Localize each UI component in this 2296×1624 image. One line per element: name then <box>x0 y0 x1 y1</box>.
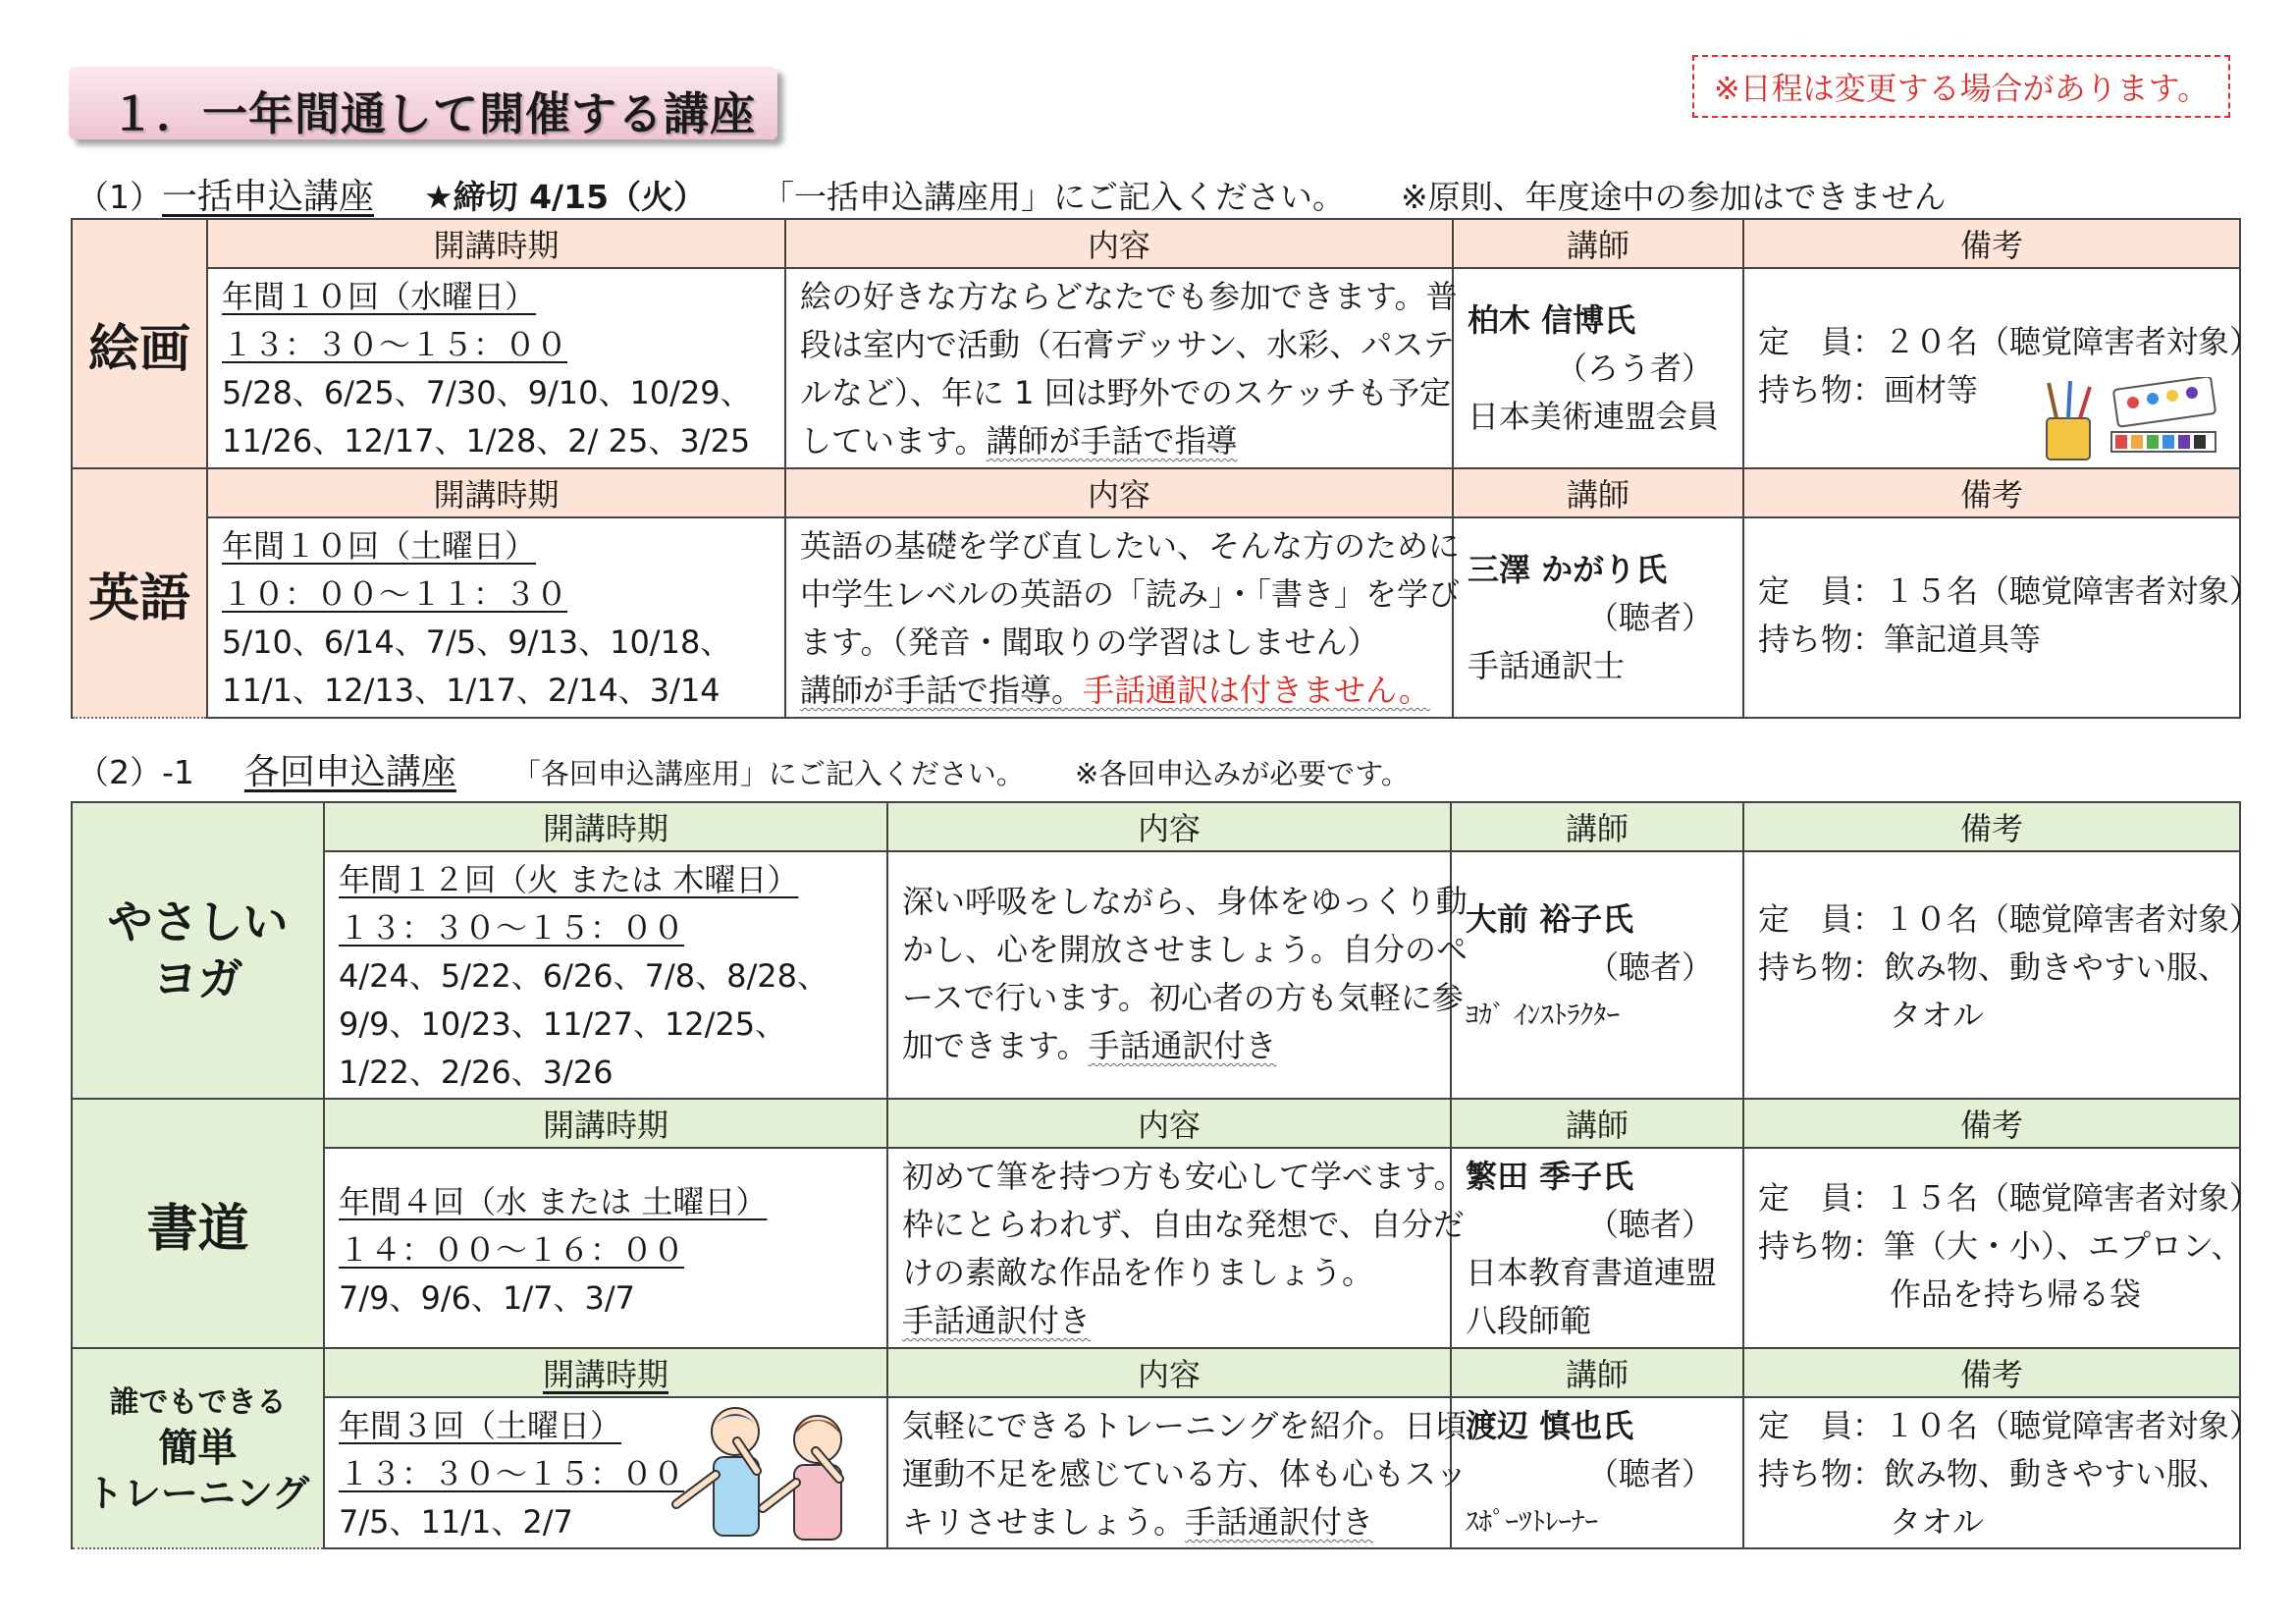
course-dates: 11/26、12/17、1/28、2/ 25、3/25 <box>222 422 751 460</box>
content-line: 気軽にできるトレーニングを紹介。日頃 <box>902 1407 1468 1444</box>
course-notes <box>1743 268 2262 468</box>
course-name-calligraphy: 書道 <box>72 1099 324 1348</box>
course-items: タオル <box>1890 997 1985 1034</box>
header-lecturer: 講師 <box>1451 1099 1743 1148</box>
schedule-change-notice: ※日程は変更する場合があります。 <box>1692 55 2230 118</box>
course-lecturer <box>1451 1397 1743 1548</box>
signing-note: 手話通訳付き <box>1088 1027 1277 1064</box>
course-schedule: 年間１０回（土曜日） <box>222 527 537 565</box>
section2-title: 各回申込講座 <box>243 752 456 792</box>
header-notes: 備考 <box>1743 1348 2240 1397</box>
lecturer-title: ﾖｶﾞ ｲﾝｽﾄﾗｸﾀｰ <box>1466 1001 1621 1031</box>
course-dates: 1/22、2/26、3/26 <box>339 1054 614 1091</box>
header-period: 開講時期 <box>207 468 785 517</box>
lecturer-type: （聴者） <box>1586 1455 1713 1492</box>
course-period <box>207 517 785 718</box>
section1-title: 一括申込講座 <box>162 177 375 217</box>
course-schedule: 年間４回（水 または 土曜日） <box>339 1183 768 1220</box>
course-time: １３：３０～１５：００ <box>339 1455 685 1492</box>
content-line: しています。 <box>800 422 987 460</box>
table-row <box>72 1148 2240 1348</box>
section1-rule-note: ※原則、年度途中の参加はできません <box>1401 178 1947 216</box>
table-header-row <box>72 1348 2240 1397</box>
course-items: タオル <box>1890 1503 1985 1541</box>
course-name-line: 簡単 <box>158 1426 238 1471</box>
signing-note: 講師が手話で指導 <box>986 422 1238 460</box>
table-header-row <box>72 468 2240 517</box>
course-lecturer <box>1451 1148 1743 1348</box>
content-line: ルなど）、年に 1 回は野外でのスケッチも予定 <box>800 374 1452 411</box>
course-lecturer <box>1451 851 1743 1099</box>
signing-note: 手話通訳付き <box>1185 1503 1374 1541</box>
page-title: １．一年間通して開催する講座 <box>110 87 756 140</box>
course-items: 持ち物：飲み物、動きやすい服、 <box>1758 1455 2230 1492</box>
table-row <box>72 268 2240 468</box>
header-lecturer: 講師 <box>1453 468 1743 517</box>
course-name-line: やさしい <box>107 895 289 948</box>
content-line: ます。（発音・聞取りの学習はしません） <box>800 623 1379 661</box>
no-interpreter-warning: 手話通訳は付きません。 <box>1083 672 1430 709</box>
lecturer-title: 日本美術連盟会員 <box>1468 398 1720 435</box>
header-lecturer: 講師 <box>1451 802 1743 851</box>
lecturer-name: 大前 裕子氏 <box>1466 900 1634 938</box>
course-items: 持ち物：飲み物、動きやすい服、 <box>1758 948 2230 986</box>
content-line: 枠にとらわれず、自由な発想で、自分だ <box>902 1206 1465 1243</box>
course-time: １０：００～１１：３０ <box>222 575 568 613</box>
header-notes: 備考 <box>1743 219 2240 268</box>
course-capacity: 定 員：１５名（聴覚障害者対象） <box>1758 572 2262 610</box>
course-capacity: 定 員：１５名（聴覚障害者対象） <box>1758 1179 2262 1217</box>
course-name-line: ヨガ <box>152 952 243 1005</box>
table-header-row <box>72 219 2240 268</box>
course-capacity: 定 員：２０名（聴覚障害者対象） <box>1758 323 2262 360</box>
content-line: 段は室内で活動（石膏デッサン、水彩、パステ <box>800 326 1455 363</box>
table-row <box>72 517 2240 718</box>
table-row <box>72 851 2240 1099</box>
course-schedule: 年間３回（土曜日） <box>339 1407 622 1444</box>
course-schedule: 年間１０回（水曜日） <box>222 278 537 315</box>
table-header-row <box>72 1099 2240 1148</box>
lecturer-type: （聴者） <box>1586 599 1713 636</box>
course-notes <box>1743 517 2262 718</box>
signing-note: 講師が手話で指導。 <box>800 672 1084 709</box>
course-name-yoga <box>72 802 324 1099</box>
table-row <box>72 1397 2240 1548</box>
course-dates: 9/9、10/23、11/27、12/25、 <box>339 1005 787 1043</box>
course-notes <box>1743 1148 2262 1348</box>
stretching-people-icon <box>668 1402 875 1545</box>
content-line: けの素敵な作品を作りましょう。 <box>902 1254 1374 1291</box>
header-notes: 備考 <box>1743 1099 2240 1148</box>
lecturer-title: 手話通訳士 <box>1468 647 1626 684</box>
course-content <box>887 851 1468 1099</box>
course-dates: 11/1、12/13、1/17、2/14、3/14 <box>222 672 721 709</box>
course-name-painting: 絵画 <box>72 219 207 468</box>
lecturer-name: 渡辺 慎也氏 <box>1466 1407 1634 1444</box>
header-period: 開講時期 <box>324 1099 887 1148</box>
lecturer-title: 八段師範 <box>1466 1302 1592 1339</box>
section1-deadline: ★締切 4/15（火） <box>424 178 707 216</box>
lump-sum-course-table <box>71 218 2262 719</box>
lecturer-title: 日本教育書道連盟 <box>1466 1254 1718 1291</box>
content-line: 中学生レベルの英語の「読み」・「書き」を学び <box>800 575 1461 613</box>
course-items: 持ち物：画材等 <box>1758 371 1979 408</box>
section1-form-note: 「一括申込講座用」にご記入ください。 <box>762 178 1346 216</box>
section2-form-note: 「各回申込講座用」にご記入ください。 <box>511 757 1025 790</box>
course-content <box>887 1148 1466 1348</box>
course-content <box>785 517 1461 718</box>
course-name-line: トレーニング <box>85 1472 310 1515</box>
course-notes <box>1743 1397 2262 1548</box>
content-line: キリさせましょう。 <box>902 1503 1186 1541</box>
course-lecturer <box>1453 268 1743 468</box>
table-header-row <box>72 802 2240 851</box>
lecturer-type: （聴者） <box>1586 948 1713 986</box>
paint-supplies-icon <box>2039 377 2225 465</box>
lecturer-type: （聴者） <box>1586 1206 1713 1243</box>
content-line: ースで行います。初心者の方も気軽に参 <box>902 979 1464 1016</box>
course-time: １３：３０～１５：００ <box>339 909 685 947</box>
header-period: 開講時期 <box>324 802 887 851</box>
header-content: 内容 <box>887 1099 1451 1148</box>
course-lecturer <box>1453 517 1743 718</box>
course-time: １４：００～１６：００ <box>339 1231 685 1269</box>
per-session-course-table <box>71 801 2262 1549</box>
course-dates: 5/10、6/14、7/5、9/13、10/18、 <box>222 623 732 661</box>
header-content: 内容 <box>887 802 1451 851</box>
lecturer-type: （ろう者） <box>1555 350 1713 387</box>
header-period-label: 開講時期 <box>542 1356 668 1393</box>
header-content: 内容 <box>887 1348 1451 1397</box>
course-content <box>887 1397 1468 1548</box>
header-content: 内容 <box>785 468 1453 517</box>
course-name-line: 誰でもできる <box>109 1385 287 1420</box>
course-period <box>324 1148 887 1348</box>
course-items: 持ち物：筆記道具等 <box>1758 621 2042 658</box>
course-period <box>324 1397 887 1548</box>
content-line: 英語の基礎を学び直したい、そんな方のために <box>800 527 1461 565</box>
course-name-english: 英語 <box>72 468 207 718</box>
header-content: 内容 <box>785 219 1453 268</box>
section2-number: （2）-1 <box>77 753 194 791</box>
course-content <box>785 268 1458 468</box>
course-dates: 5/28、6/25、7/30、9/10、10/29、 <box>222 374 752 411</box>
lecturer-name: 柏木 信博氏 <box>1468 301 1636 339</box>
course-items: 持ち物：筆（大・小）、エプロン、 <box>1758 1227 2243 1265</box>
course-dates: 7/9、9/6、1/7、3/7 <box>339 1279 636 1317</box>
course-period <box>207 268 785 468</box>
content-line: 絵の好きな方ならどなたでも参加できます。普 <box>800 278 1458 315</box>
content-line: 運動不足を感じている方、体も心もスッ <box>902 1455 1468 1492</box>
course-name-training <box>72 1348 324 1548</box>
course-dates: 4/24、5/22、6/26、7/8、8/28、 <box>339 957 828 995</box>
course-period <box>324 851 887 1099</box>
header-notes: 備考 <box>1743 468 2240 517</box>
section2-heading <box>77 744 1410 794</box>
header-period <box>324 1348 887 1397</box>
lecturer-name: 三澤 かがり氏 <box>1468 551 1668 588</box>
section2-rule-note: ※各回申込みが必要です。 <box>1074 757 1410 790</box>
course-items: 作品を持ち帰る袋 <box>1890 1275 2142 1313</box>
course-dates: 7/5、11/1、2/7 <box>339 1503 573 1541</box>
course-capacity: 定 員：１０名（聴覚障害者対象） <box>1758 900 2262 938</box>
content-line: 初めて筆を持つ方も安心して学べます。 <box>902 1158 1466 1195</box>
content-line: かし、心を開放させましょう。自分のペ <box>902 931 1468 968</box>
lecturer-title: ｽﾎﾟｰﾂﾄﾚｰﾅｰ <box>1466 1507 1598 1538</box>
header-lecturer: 講師 <box>1453 219 1743 268</box>
course-time: １３：３０～１５：００ <box>222 326 568 363</box>
header-lecturer: 講師 <box>1451 1348 1743 1397</box>
content-line: 加できます。 <box>902 1027 1089 1064</box>
course-capacity: 定 員：１０名（聴覚障害者対象） <box>1758 1407 2262 1444</box>
lecturer-name: 繁田 季子氏 <box>1466 1158 1634 1195</box>
course-schedule: 年間１２回（火 または 木曜日） <box>339 861 799 898</box>
header-notes: 備考 <box>1743 802 2240 851</box>
signing-note: 手話通訳付き <box>902 1302 1092 1339</box>
content-line: 深い呼吸をしながら、身体をゆっくり動 <box>902 883 1468 920</box>
section1-number: （1） <box>77 178 162 216</box>
section1-heading <box>77 169 1947 219</box>
header-period: 開講時期 <box>207 219 785 268</box>
course-notes <box>1743 851 2262 1099</box>
